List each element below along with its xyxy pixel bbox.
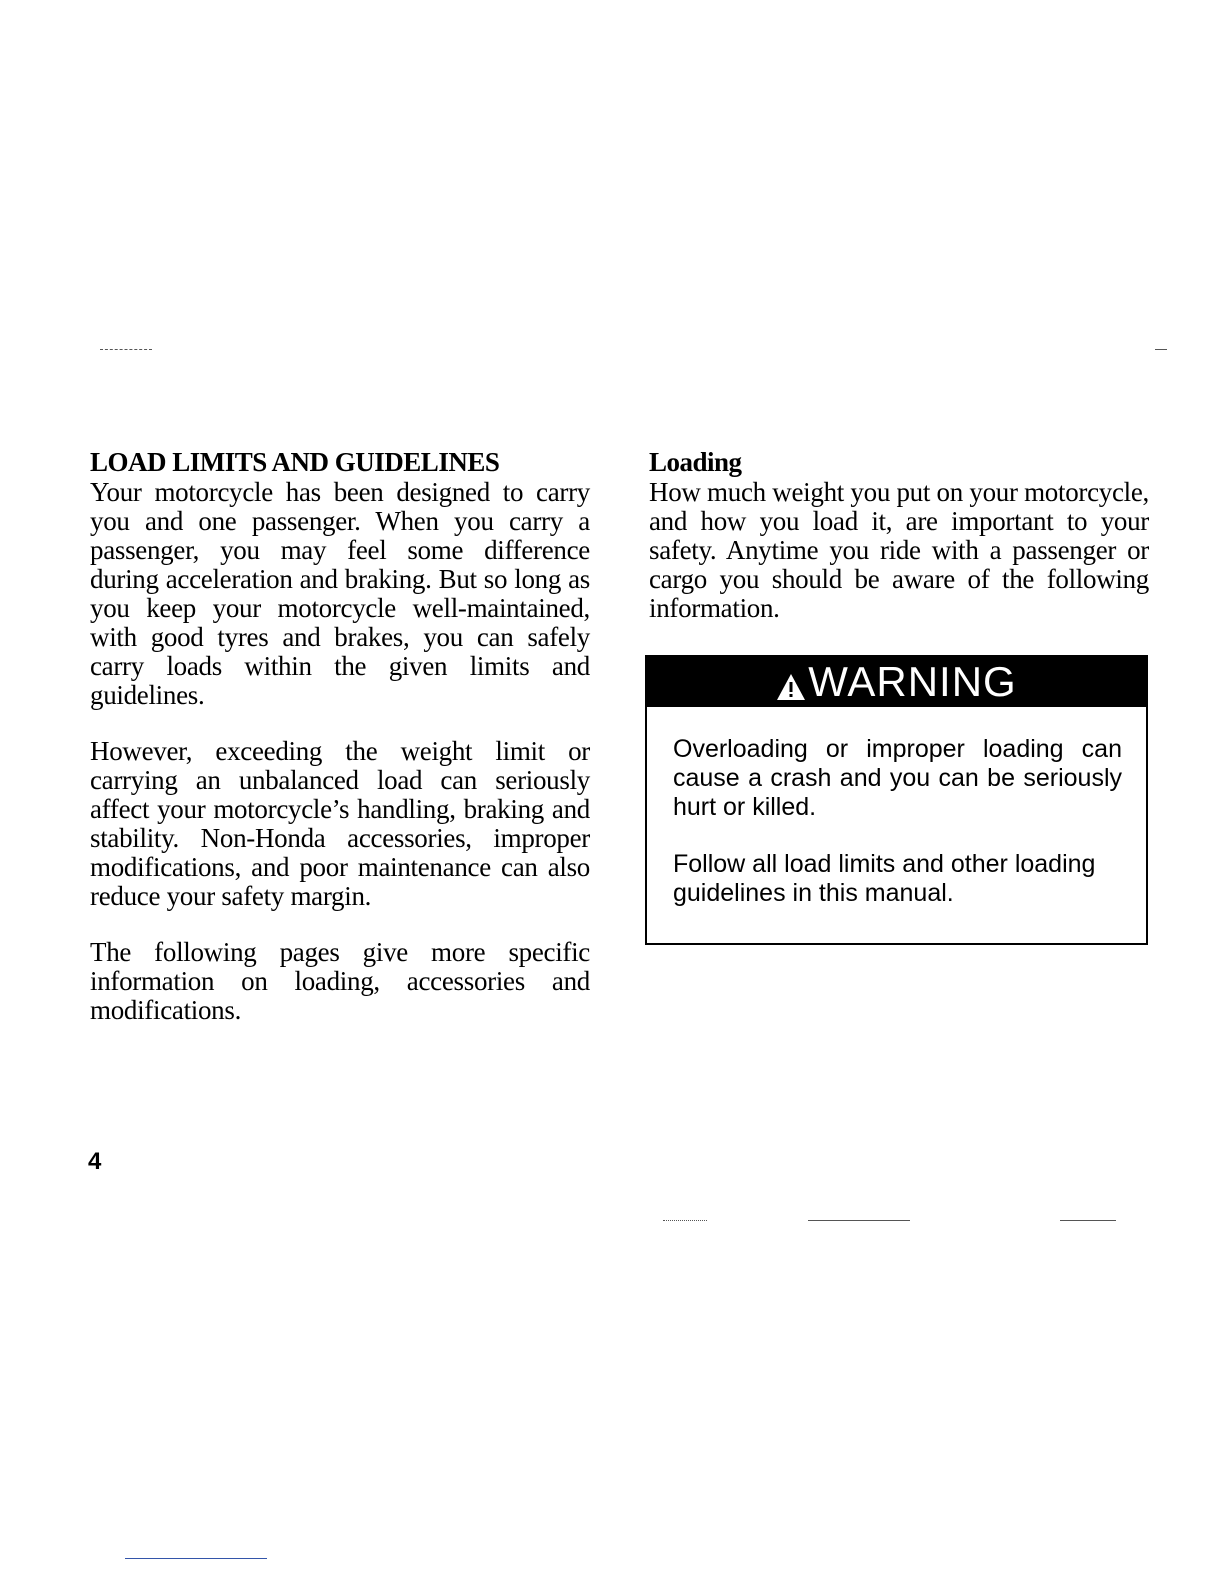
- scan-artifact-line: [100, 349, 152, 350]
- warning-header: [647, 657, 1146, 707]
- warning-box: [645, 655, 1148, 945]
- load-limits-section: [90, 446, 590, 1025]
- warning-triangle-icon: [776, 673, 806, 701]
- section-heading: LOAD LIMITS AND GUIDELINES: [90, 447, 500, 477]
- warning-title: WARNING: [808, 658, 1017, 705]
- scan-artifact-line: [663, 1220, 707, 1221]
- warning-message: Follow all load limits and other loading guidelines in this manual.: [673, 850, 1096, 907]
- warning-body: [647, 707, 1146, 908]
- paragraph: How much weight you put on your motorcycle, and how you load it, are important to your safety. Anytime you ride with a passenger or cargo you should be aware of the following information.: [649, 477, 1150, 623]
- scan-artifact-line: [1060, 1220, 1116, 1221]
- loading-section: [649, 446, 1149, 623]
- paragraph: Your motorcycle has been designed to carry you and one passenger. When you carry a passenger, you may feel some difference during acceleration and braking. But so long as you keep your motorcycle well-maintained, with good tyres and brakes, you can safely carry loads within the given limits and guidelines.: [90, 477, 590, 710]
- scan-artifact-line: [125, 1558, 267, 1559]
- paragraph: However, exceeding the weight limit or carrying an unbalanced load can seriously affect your motorcycle’s handling, braking and stability. Non-Honda accessories, improper modifications, and poor maintenance can also reduce your safety margin.: [90, 736, 590, 911]
- scan-artifact-line: [1155, 349, 1167, 350]
- scan-artifact-line: [808, 1220, 910, 1221]
- page-number: 4: [88, 1148, 102, 1175]
- section-heading: Loading: [649, 447, 742, 477]
- warning-message: Overloading or improper loading can cause a crash and you can be seriously hurt or killed.: [673, 735, 1122, 821]
- paragraph: The following pages give more specific information on loading, accessories and modifications.: [90, 937, 590, 1025]
